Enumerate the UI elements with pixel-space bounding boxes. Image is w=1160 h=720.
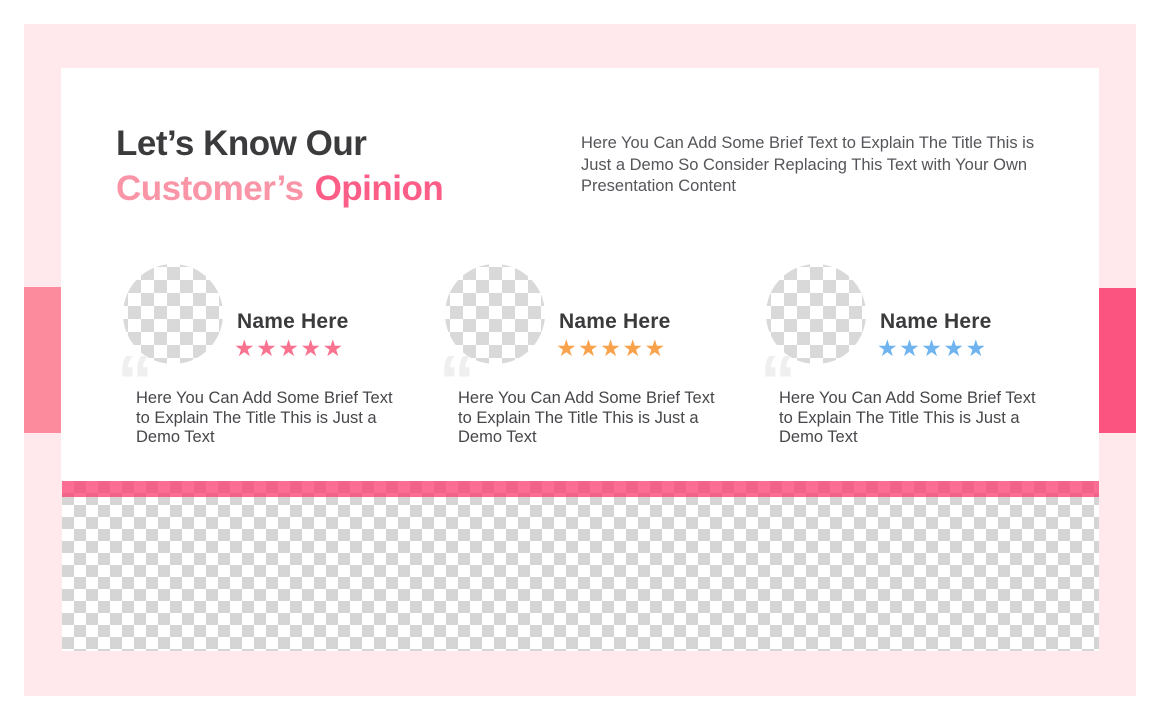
quote-mark-icon: “ [117, 342, 153, 422]
testimonial-text: Here You Can Add Some Brief Text to Explain The Title This is Just a Demo Text [136, 389, 393, 446]
slide-title [116, 121, 443, 211]
slide-title-line2 [116, 166, 443, 211]
testimonial-card-1 [117, 258, 395, 463]
testimonial-card-3 [760, 258, 1038, 463]
quote-mark-icon: “ [439, 342, 475, 422]
slide-title-line2-word2: Opinion [314, 169, 444, 208]
bottom-pink-stripe [62, 481, 1099, 497]
transparency-checkerboard-placeholder [62, 481, 1099, 651]
star-rating: ★★★★★ [556, 335, 667, 361]
star-rating: ★★★★★ [234, 335, 345, 361]
quote-mark-icon: “ [760, 342, 796, 422]
testimonial-name: Name Here [237, 310, 349, 333]
right-accent-bar [1099, 288, 1136, 433]
testimonial-text: Here You Can Add Some Brief Text to Explain The Title This is Just a Demo Text [458, 389, 715, 446]
testimonial-text: Here You Can Add Some Brief Text to Explain The Title This is Just a Demo Text [779, 389, 1036, 446]
testimonial-name: Name Here [880, 310, 992, 333]
slide-title-line2-word1: Customer’s [116, 169, 304, 208]
left-accent-bar [24, 287, 61, 433]
star-rating: ★★★★★ [877, 335, 988, 361]
testimonial-name: Name Here [559, 310, 671, 333]
slide-subtitle: Here You Can Add Some Brief Text to Explain The Title This is Just a Demo So Consider Replacing This Text with Your Own Presentation Content [581, 134, 1035, 195]
slide-title-line1: Let’s Know Our [116, 124, 367, 163]
testimonial-card-2 [439, 258, 717, 463]
